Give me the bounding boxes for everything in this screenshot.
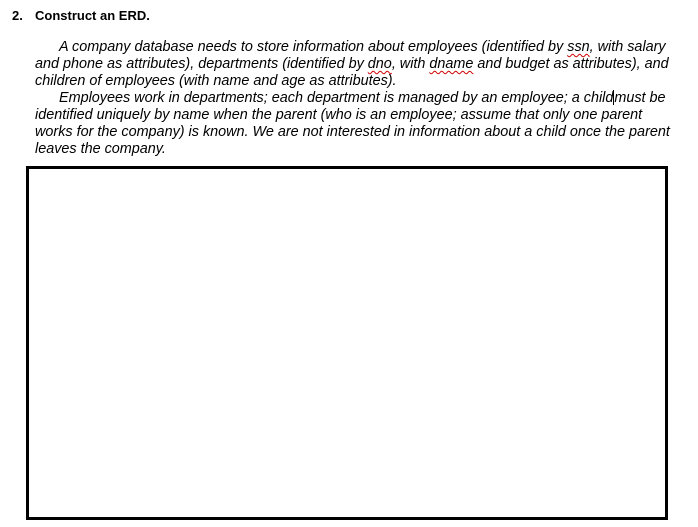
misspelled-word-dno: dno bbox=[367, 56, 392, 72]
prompt-text: Employees work in departments; each department is managed by an employee; a child bbox=[59, 90, 614, 106]
prompt-paragraph-2 bbox=[35, 90, 683, 158]
prompt-text: A company database needs to store information about employees (identified by bbox=[59, 39, 568, 55]
misspelled-word-ssn: ssn bbox=[567, 39, 590, 55]
prompt-text: , with salary and phone as attributes), departments (identified by bbox=[35, 39, 666, 72]
misspelled-word-dname: dname bbox=[429, 56, 474, 72]
question-prompt[interactable] bbox=[35, 39, 683, 158]
question-number: 2. bbox=[12, 8, 23, 23]
prompt-paragraph-1 bbox=[35, 39, 683, 90]
erd-answer-box[interactable] bbox=[26, 166, 668, 520]
prompt-text: and budget as attributes), and children of employees (with name and age as attributes). bbox=[35, 56, 669, 89]
prompt-text: , with bbox=[391, 56, 430, 72]
question-2 bbox=[12, 8, 692, 24]
prompt-text: must be identified uniquely by name when the parent (who is an employee; assume that only one parent works for the company) is known. We are not interested in information about a child once the parent leaves the company. bbox=[35, 90, 670, 157]
question-title: Construct an ERD. bbox=[35, 8, 150, 23]
question-heading bbox=[12, 8, 692, 24]
